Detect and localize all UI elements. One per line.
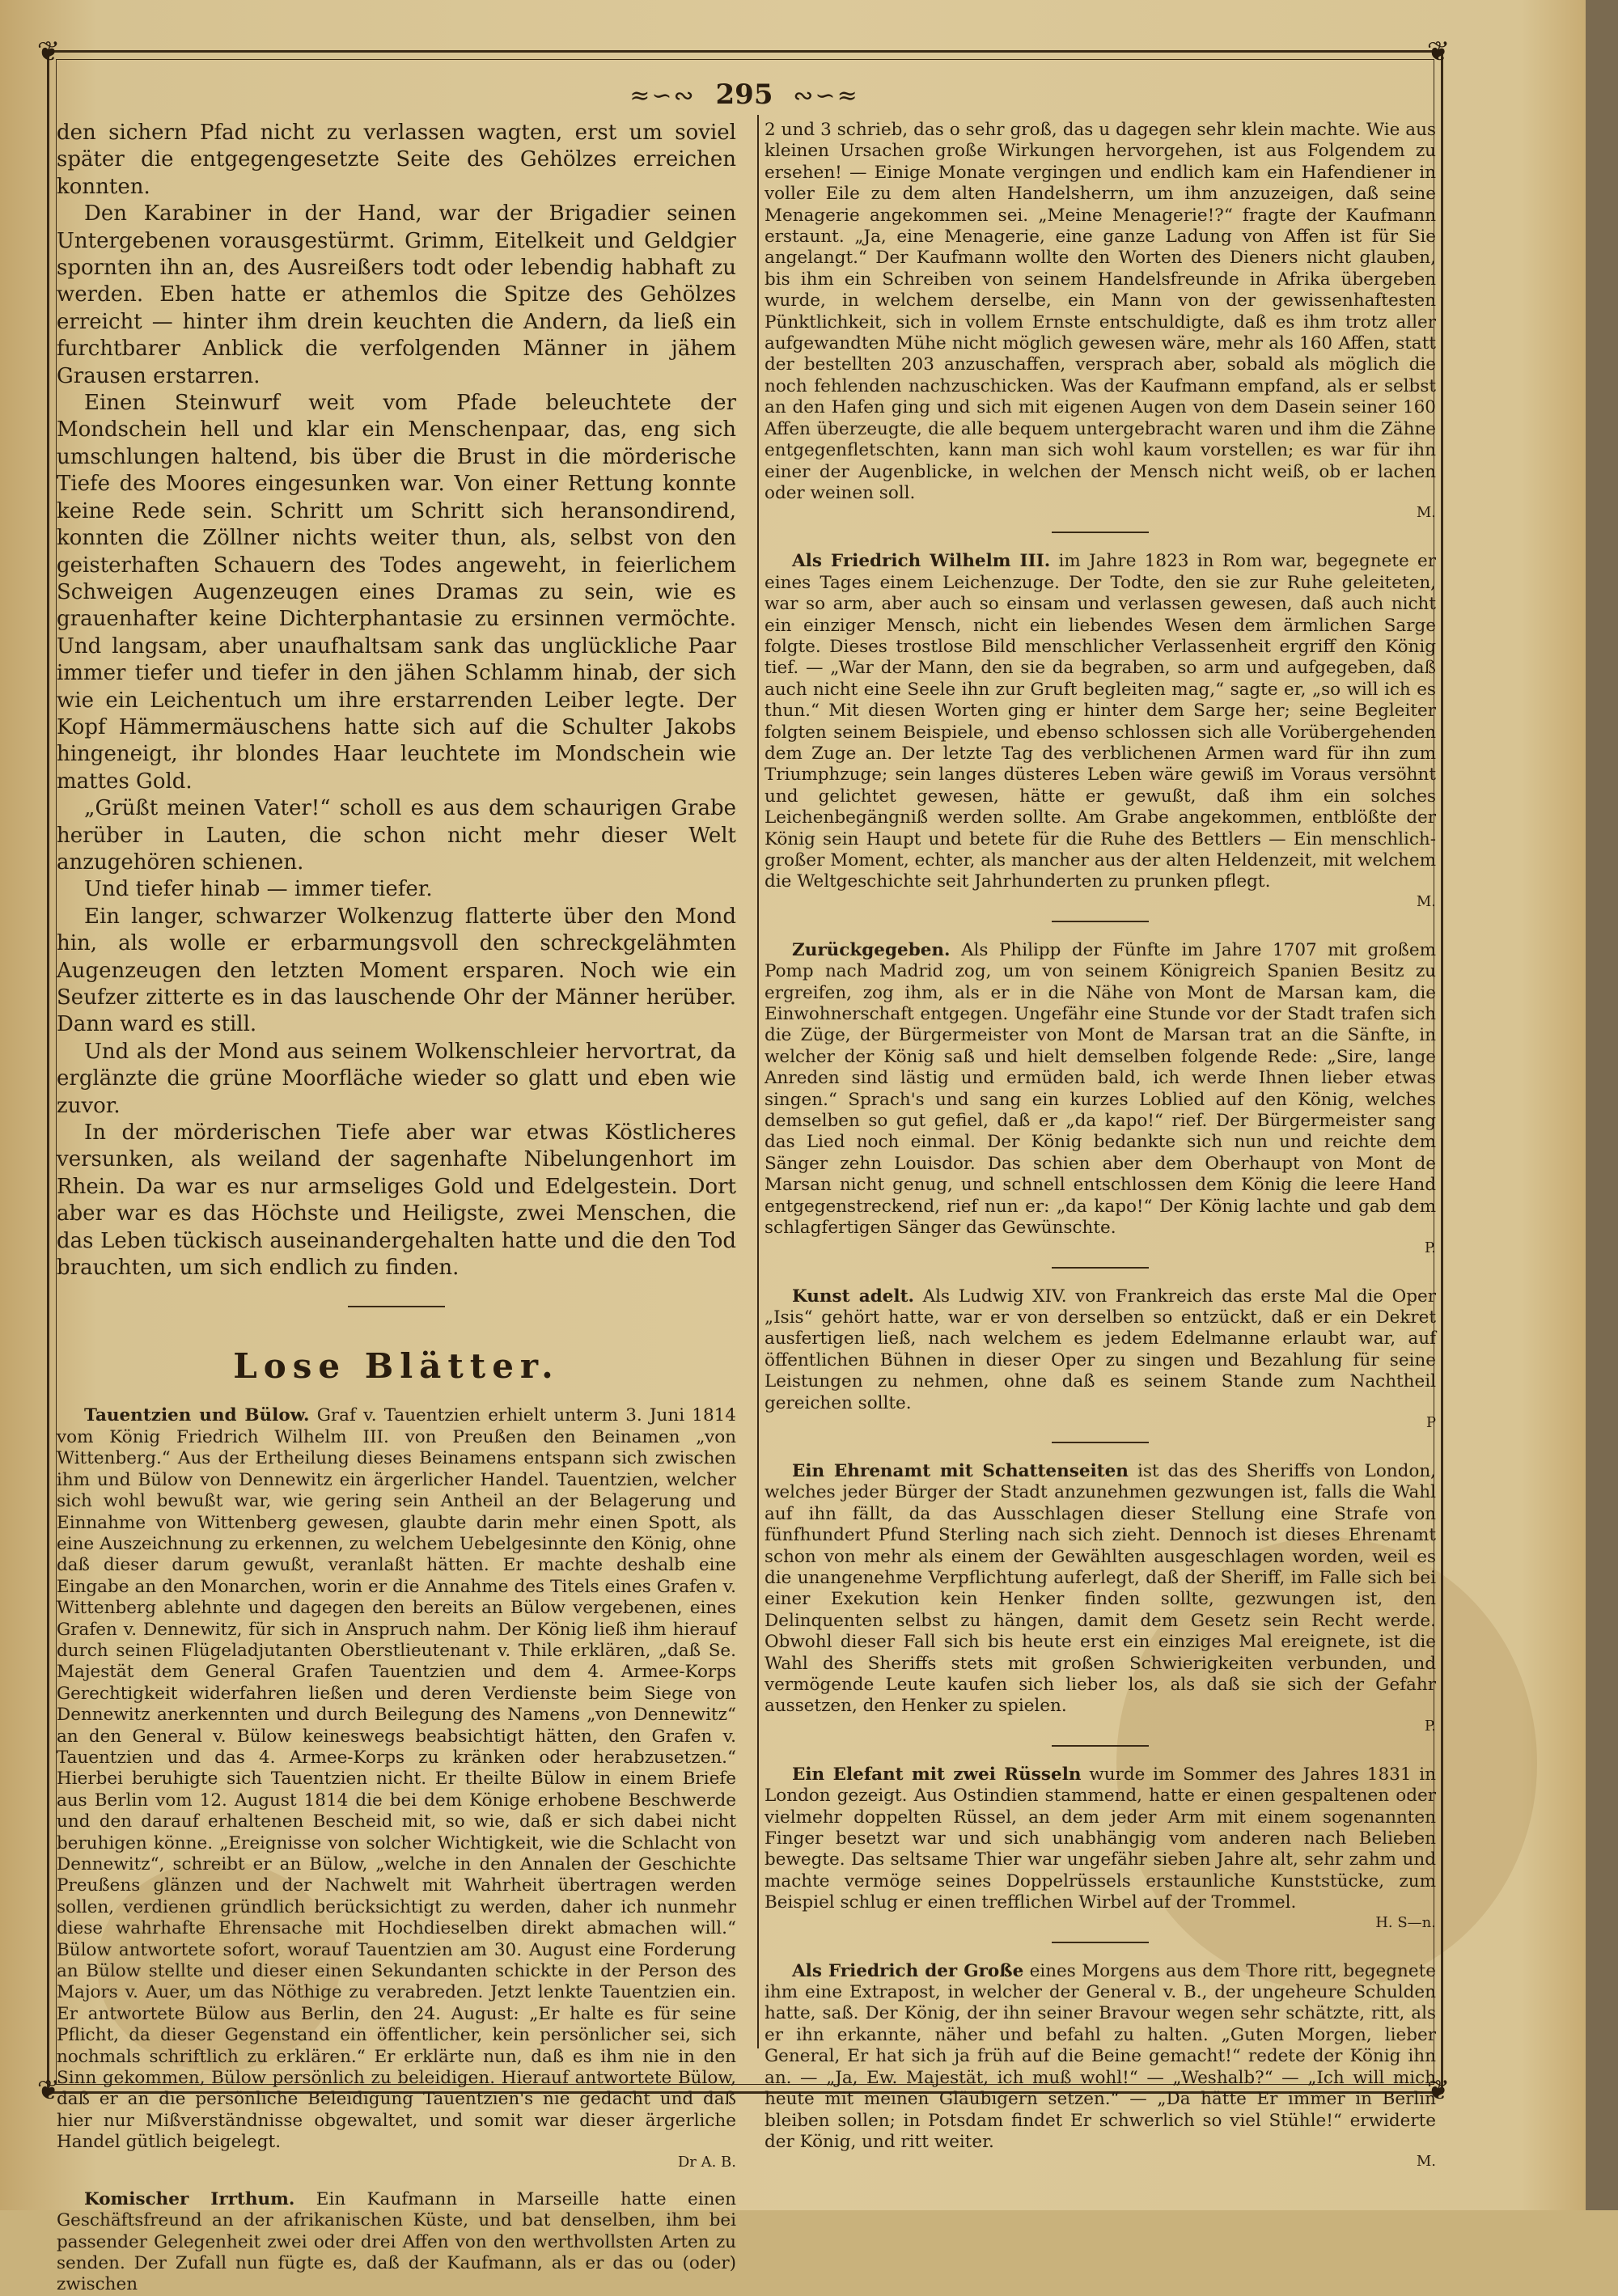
article-body: eines Morgens aus dem Thore ritt, begegnete ihm eine Extrapost, in welcher der General v. B., der ungeheure Schulden hatte, saß. Der König, der ihn seiner Bravour wegen sehr schätzte, ritt, als er ihn erkannte, näher und befahl zu halten. „Guten Morgen, lieber General, Er hat sich ja früh auf die Beine gemacht!“ redete der König ihn an. — „Ja, Ew. Majestät, ich muß wohl!“ — „Weshalb?“ — „Ich will mich heute mit meinen Gläubigern setzen.“ — „Da hätte Er immer in Berlin bleiben sollen; in Potsdam findet Er schwerlich so viel Stühle!“ erwiderte der König, und ritt weiter. [765, 1960, 1436, 2152]
article-elefant [765, 1764, 1436, 1914]
article-tauentzien [57, 1405, 736, 2153]
article-ehrenamt [765, 1461, 1436, 1718]
story-paragraph: In der mörderischen Tiefe aber war etwas Köstlicheres versunken, als weiland der sagenhafte Nibelungenhort im Rhein. Da war es nur armseliges Gold und Edelgestein. Dort aber war es das Höchste und Heiligste, zwei Menschen, die das Leben tückisch auseinandergehalten hatte und die den Tod brauchten, um sich endlich zu finden. [57, 1120, 736, 1281]
article-body: Ein Kaufmann in Marseille hatte einen Geschäftsfreund an der afrikanischen Küste, und bat denselben, ihm bei passender Gelegenheit zwei oder drei Affen von den werthvollsten Arten zu senden. Der Zufall nun fügte es, daß der Kaufmann, als er das ou (oder) zwischen [57, 2188, 736, 2295]
story-paragraph: Und tiefer hinab — immer tiefer. [84, 877, 433, 902]
article-heading: Kunst adelt. [792, 1286, 915, 1307]
article-heading: Tauentzien und Bülow. [84, 1405, 310, 1426]
article-friedrich-der-grosse [765, 1961, 1436, 2154]
article-body: wurde im Sommer des Jahres 1831 in London gezeigt. Aus Ostindien stammend, hatte er einen gespaltenen oder vielmehr doppelten Rüssel, an dem jeder Arm mit einem sogenannten Finger besetzt war und sich unabhängig vom anderen nach Belieben bewegte. Das seltsame Thier war ungefähr sieben Jahre alt, sehr zahm und machte vermöge seines Doppelrüssels erstaunliche Kunststücke, zum Beispiel schlug er einen trefflichen Wirbel auf der Trommel. [765, 1764, 1436, 1913]
article-body: Als Ludwig XIV. von Frankreich das erste Mal die Oper „Isis“ gehört hatte, war er von derselben so entzückt, daß er ein Dekret ausfertigen ließ, nach welchem es jedem Edelmanne erlaubt war, auf öffentlichen Bühnen in dieser Oper zu singen und Bezahlung für seine Leistungen zu nehmen, ohne daß es seinem Stande zum Nachtheil gereichen sollte. [765, 1286, 1437, 1413]
article-continuation: 2 und 3 schrieb, das o sehr groß, das u dagegen sehr klein machte. Wie aus kleinen Ursachen große Wirkungen hervorgehen, ist aus Folgendem zu ersehen! — Einige Monate vergingen und endlich kam ein Hafendiener in voller Eile zu dem alten Handelsherrn, um ihm anzuzeigen, daß seine Menagerie angekommen sei. „Meine Menagerie!?“ fragte der Kaufmann erstaunt. „Ja, eine Menagerie, eine ganze Ladung von Affen ist für Sie angelangt.“ Der Kaufmann wollte den Worten des Dieners nicht glauben, bis ihm ein Schreiben von seinem Handelsfreunde in Afrika übergeben wurde, in welchem derselbe, ein Mann von der gewissenhaftesten Pünktlichkeit, sich in vollem Ernste entschuldigte, daß es ihm trotz aller aufgewandten Mühe nicht möglich gewesen wäre, mehr als 160 Affen, statt der bestellten 203 anzuschaffen, versprach aber, sobald als möglich die noch fehlenden nachzuschicken. Was der Kaufmann empfand, als er selbst an den Hafen ging und sich mit eigenen Augen von dem Dasein seiner 160 Affen überzeugte, die alle bequem untergebracht waren und ihm die Zähne entgegenfletschten, kann man sich wohl kaum vorstellen; es war für ihn einer der Augenblicke, in welchen der Mensch nicht weiß, ob er lachen oder weinen soll. [765, 120, 1436, 503]
section-rule [348, 1306, 445, 1307]
article-heading: Komischer Irrthum. [84, 2188, 295, 2209]
corner-ornament-icon: ❦ [36, 2074, 61, 2107]
header-ornament-left: ≈∽∾ [629, 82, 696, 110]
article-rule [1052, 1745, 1149, 1747]
article-signature: P. [1424, 1239, 1436, 1256]
article-rule [1052, 532, 1149, 533]
story-paragraph: Den Karabiner in der Hand, war der Brigadier seinen Untergebenen vorausgestürmt. Grimm, Eitelkeit und Geldgier spornten ihn an, des Ausreißers todt oder lebendig habhaft zu werden. Eben hatte er athemlos die Spitze des Gehölzes erreicht — hinter ihm drein keuchten die Andern, da ließ ein furchtbarer Anblick die verfolgenden Männer in jähem Grausen erstarren. [57, 201, 736, 388]
article-heading: Als Friedrich der Große [792, 1960, 1024, 1981]
page-header [57, 74, 1432, 115]
page-number: 295 [715, 78, 773, 111]
article-body: im Jahre 1823 in Rom war, begegnete er eines Tages einem Leichenzuge. Der Todte, den sie zur Ruhe geleiteten, war so arm, aber auch so einsam und verlassen gewesen, daß auch nicht ein einziger Mensch, nicht ein liebendes Wesen dem ärmlichen Sarge folgte. Dieses trostlose Bild menschlicher Verlassenheit ergriff den König tief. — „War der Mann, den sie da begraben, so arm und aufgegeben, daß auch nicht eine Seele ihn zur Gruft begleiten mag,“ sagte er, „so will ich es thun.“ Mit diesen Worten ging er hinter dem Sarge her; seine Begleiter folgten seinem Beispiele, und ebenso schlossen sich alle Vorübergehenden dem Zuge an. Der letzte Tag des verblichenen Armen ward für ihn zum Triumphzuge; sein langes düsteres Leben wäre gewiß im Voraus versöhnt und gelichtet gewesen, hätte er gewußt, daß ihm ein solches Leichenbegängniß werden sollte. Am Grabe angekommen, entblößte der König sein Haupt und betete für die Ruhe des Bettlers — Ein menschlich-großer Moment, echter, als mancher aus der alten Heldenzeit, mit welchem die Weltgeschichte seit Jahrhunderten zu prunken pflegt. [765, 551, 1436, 892]
story-paragraph: „Grüßt meinen Vater!“ scholl es aus dem schaurigen Grabe herüber in Lauten, die schon nicht mehr dieser Welt anzugehören schienen. [57, 796, 736, 875]
page-edge [1586, 0, 1618, 2210]
article-body: ist das des Sheriffs von London, welches jeder Bürger der Stadt anzunehmen gezwungen ist, falls die Wahl auf ihn fällt, da das Ausschlagen dieser Stellung eine Strafe von fünfhundert Pfund Sterling nach sich zieht. Dennoch ist dieses Ehrenamt schon von mehr als einem der Gewählten ausgeschlagen worden, weil es die unangenehme Verpflichtung auferlegt, daß der Sheriff, im Falle sich bei einer Exekution kein Henker finden sollte, gezwungen ist, den Delinquenten selbst zu hängen, damit dem Gesetz sein Recht werde. Obwohl dieser Fall sich bis heute erst ein einziges Mal ereignete, ist die Wahl des Sheriffs stets mit großen Schwierigkeiten verbunden, und vermögende Leute kaufen sich lieber los, als daß sie sich der Gefahr aussetzen, den Henker zu spielen. [765, 1460, 1436, 1717]
article-rule [1052, 1942, 1149, 1943]
article-heading: Ein Ehrenamt mit Schattenseiten [792, 1460, 1129, 1481]
article-heading: Als Friedrich Wilhelm III. [792, 551, 1051, 572]
article-signature: Dr A. B. [677, 2153, 736, 2171]
story-paragraph: Ein langer, schwarzer Wolkenzug flatterte über den Mond hin, als wolle er erbarmungsvoll den schreckgelähmten Augenzeugen den letzten Moment ersparen. Noch wie ein Seufzer zitterte es in das lauschende Ohr der Männer herüber. Dann ward es still. [57, 904, 736, 1037]
header-ornament-right: ∾∽≈ [793, 82, 859, 110]
article-signature: M. [1416, 504, 1436, 522]
corner-ornament-icon: ❦ [1426, 2074, 1451, 2107]
article-signature: P. [1424, 1717, 1436, 1735]
corner-ornament-icon: ❦ [1426, 36, 1451, 68]
article-body: Graf v. Tauentzien erhielt unterm 3. Juni 1814 vom König Friedrich Wilhelm III. von Preußen den Beinamen „von Wittenberg.“ Aus der Ertheilung dieses Beinamens entspann sich zwischen ihm und Bülow von Dennewitz ein ärgerlicher Handel. Tauentzien, welcher sich wohl bewußt war, wie gering sein Antheil an der Belagerung und Einnahme von Wittenberg gewesen, glaubte darin mehr einen Spott, als eine Auszeichnung zu erkennen, zu welchem Uebelgesinnte den König, ohne daß dieser darum gewußt, veranlaßt hätten. Er machte deshalb eine Eingabe an den Monarchen, worin er die Annahme des Titels eines Grafen v. Wittenberg ablehnte und dagegen den bereits an Bülow vergebenen, eines Grafen v. Dennewitz, für sich in Anspruch nahm. Der König ließ ihm hierauf durch seinen Flügeladjutanten Oberstlieutenant v. Thile erklären, „daß Se. Majestät dem General Grafen Tauentzien und dem 4. Armee-Korps Gerechtigkeit widerfahren ließen und deren Verdienste beim Siege von Dennewitz anerkennten und durch Beilegung des Namens „von Dennewitz“ an den General v. Bülow keineswegs beabsichtigt hätten, den Grafen v. Tauentzien und das 4. Armee-Korps zu kränken oder herabzusetzen.“ Hierbei beruhigte sich Tauentzien nicht. Er theilte Bülow in einem Briefe aus Berlin vom 12. August 1814 die bei dem Könige erhobene Beschwerde und den darauf erhaltenen Bescheid mit, so wie, daß er sich dabei nicht beruhigen könne. „Ereignisse von solcher Wichtigkeit, wie die Schlacht von Dennewitz“, schreibt er an Bülow, „welche in den Annalen der Geschichte Preußens glänzen und der Nachwelt mit Wahrheit übertragen werden sollen, verdienen gründlich berücksichtigt zu werden, daher ich nunmehr diese wahrhafte Ehrensache mit Hochdieselben direkt abmachen will.“ Bülow antwortete sofort, worauf Tauentzien am 30. August eine Forderung an Bülow stellte und dieser einen Sekundanten schickte in der Person des Majors v. Auer, um das Nöthige zu verabreden. Jetzt lenkte Tauentzien ein. Er antwortete Bülow aus Berlin, den 24. August: „Er halte es für seine Pflicht, da dieser Gegenstand ein öffentlicher, kein persönlicher sei, sich nochmals schriftlich zu erklären.“ Er erklärte nun, daß es ihm nie in den Sinn gekommen, Bülow persönlich zu beleidigen. Hierauf antwortete Bülow, daß er an die persönliche Beleidigung Tauentzien's nie gedacht und daß hier nur Mißverständnisse obgewaltet, und somit war dieser ärgerliche Handel gütlich beigelegt. [57, 1405, 736, 2153]
left-column [57, 120, 736, 2295]
story-paragraph: den sichern Pfad nicht zu verlassen wagten, erst um soviel später die entgegengesetzte Seite des Gehölzes erreichen konnten. [57, 121, 736, 199]
article-friedrich-wilhelm [765, 551, 1436, 893]
article-signature: M. [1416, 892, 1436, 910]
article-kunst-adelt [765, 1286, 1436, 1414]
article-body: Als Philipp der Fünfte im Jahre 1707 mit großem Pomp nach Madrid zog, um von seinem Königreich Spanien Besitz zu ergreifen, zog ihm, als er in die Nähe von Mont de Marsan kam, die Einwohnerschaft entgegen. Ungefähr eine Stunde vor der Stadt trafen sich die Züge, der Bürgermeister von Mont de Marsan trat an die Sänfte, in welcher der König saß und hielt demselben folgende Rede: „Sire, lange Anreden sind lästig und ermüden bald, ich werde Ihnen lieber etwas singen.“ Sprach's und sang ein kurzes Loblied auf den König, welches demselben so gut gefiel, daß er „da kapo!“ rief. Der Bürgermeister sang das Lied noch einmal. Der König bedankte sich nun und reichte dem Sänger zehn Louisdor. Das schien aber dem Oberhaupt von Mont de Marsan nicht genug, und schnell entschlossen dem König die leere Hand entgegenstreckend, rief nun er: „da kapo!“ Der König lachte und gab dem schlagfertigen Sänger das Gewünschte. [765, 939, 1436, 1239]
article-zurueckgegeben [765, 940, 1436, 1239]
corner-ornament-icon: ❦ [36, 36, 61, 68]
article-heading: Ein Elefant mit zwei Rüsseln [792, 1764, 1082, 1785]
story-paragraph: Einen Steinwurf weit vom Pfade beleuchtete der Mondschein hell und klar ein Menschenpaar, das, eng sich umschlungen haltend, bis über die Brust in die mörderische Tiefe des Moores eingesunken war. Von einer Rettung konnte keine Rede sein. Schritt um Schritt sich heransondirend, konnten die Zöllner nichts weiter thun, als, selbst von den geisterhaften Schauern des Todes angeweht, in feierlichem Schweigen Augenzeugen eines Dramas zu sein, wie es grauenhafter keine Dichterphantasie zu ersinnen vermöchte. Und langsam, aber unaufhaltsam sank das unglückliche Paar immer tiefer und tiefer in den jähen Schlamm hinab, der sich wie ein Leichentuch um ihre erstarrenden Leiber legte. Der Kopf Hämmermäuschens hatte sich auf die Schulter Jakobs hingeneigt, ihr blondes Haar leuchtete im Mondschein wie mattes Gold. [57, 391, 736, 794]
article-signature: P [1425, 1413, 1436, 1431]
right-column [765, 120, 1437, 2171]
section-title: Lose Blätter. [233, 1346, 560, 1387]
article-komischer-irrthum [57, 2189, 736, 2296]
spacer [57, 2171, 736, 2189]
article-rule [1052, 1442, 1149, 1443]
story-paragraph: Und als der Mond aus seinem Wolkenschleier hervortrat, da erglänzte die grüne Moorfläche wieder so glatt und eben wie zuvor. [57, 1039, 736, 1118]
article-signature: M. [1416, 2153, 1436, 2171]
article-signature: H. S—n. [1375, 1913, 1436, 1931]
article-rule [1052, 921, 1149, 922]
article-heading: Zurückgegeben. [792, 939, 951, 960]
article-rule [1052, 1267, 1149, 1269]
column-divider [757, 115, 759, 2048]
